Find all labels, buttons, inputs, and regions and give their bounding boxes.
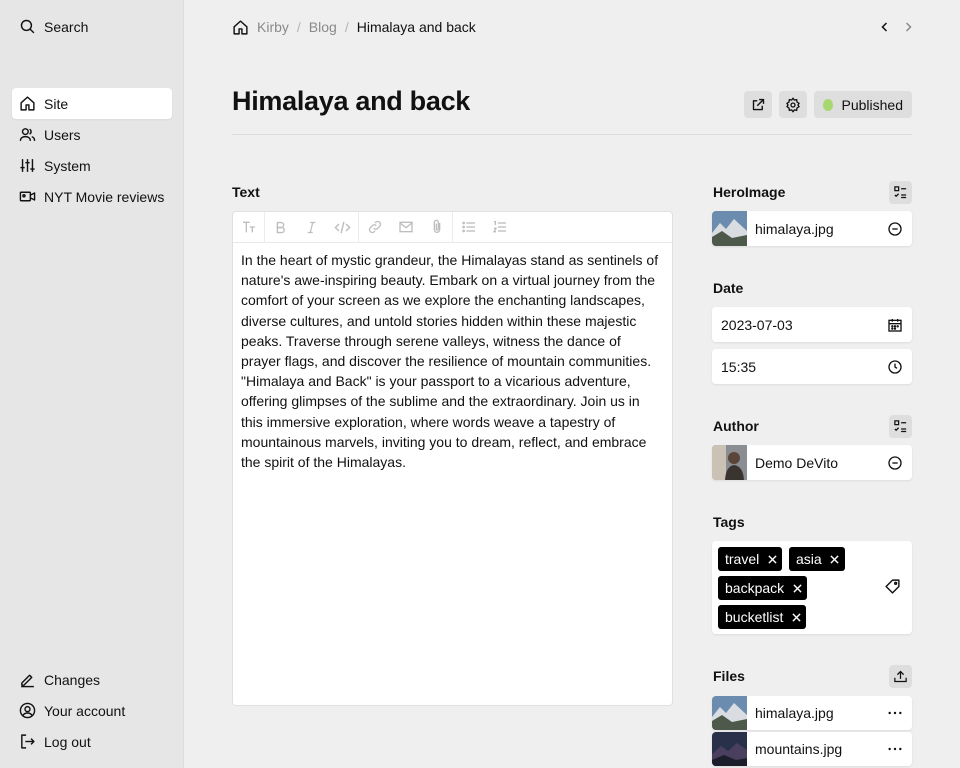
home-icon (19, 95, 36, 112)
tag-travel[interactable] (718, 547, 782, 571)
ordered-list-icon (492, 219, 508, 235)
heroimage-filename: himalaya.jpg (755, 220, 834, 237)
search-label: Search (44, 18, 89, 35)
file-options-button[interactable] (878, 732, 912, 766)
headings-button[interactable] (233, 212, 264, 243)
remove-icon (887, 221, 903, 237)
status-button[interactable] (814, 91, 912, 118)
sidebar-item-nyt-movie-reviews[interactable] (12, 181, 172, 212)
sidebar-item-system[interactable] (12, 150, 172, 181)
previous-page-button[interactable] (876, 17, 894, 37)
external-link-icon (751, 97, 766, 112)
heroimage-field-label: HeroImage (713, 184, 786, 200)
sidebar-item-label: System (44, 157, 91, 174)
users-icon (19, 126, 36, 143)
video-icon (19, 188, 36, 205)
headings-icon (241, 219, 257, 235)
editor-toolbar (233, 212, 672, 243)
pencil-icon (19, 671, 36, 688)
clock-button[interactable] (878, 350, 912, 384)
breadcrumb-separator: / (344, 19, 349, 35)
time-input[interactable] (712, 349, 912, 384)
page-title: Himalaya and back (232, 86, 471, 116)
tag-label: asia (796, 551, 822, 567)
open-preview-button[interactable] (744, 91, 772, 118)
tags-field-label: Tags (713, 514, 745, 530)
sidebar-item-label: Site (44, 95, 69, 112)
file-item[interactable] (712, 696, 912, 730)
link-icon (367, 219, 383, 235)
ordered-list-button[interactable] (484, 212, 515, 243)
author-field-label: Author (713, 418, 759, 434)
add-tag-button[interactable] (884, 578, 901, 595)
remove-tag-icon[interactable] (825, 555, 845, 564)
status-label: Published (841, 96, 903, 113)
sidebar-item-label: NYT Movie reviews (44, 188, 165, 205)
search-icon (19, 18, 36, 35)
tag-label: travel (725, 551, 760, 567)
bold-button[interactable] (265, 212, 296, 243)
chevron-left-icon (879, 21, 891, 33)
text-editor (232, 211, 673, 706)
remove-tag-icon[interactable] (786, 613, 806, 622)
more-options-icon (887, 741, 903, 757)
files-field-label: Files (713, 668, 745, 684)
checklist-icon (893, 419, 908, 434)
heroimage-select-button[interactable] (889, 181, 912, 204)
chevron-right-icon (902, 21, 914, 33)
settings-sliders-icon (19, 157, 36, 174)
breadcrumb-item-blog[interactable]: Blog (308, 19, 337, 35)
next-page-button[interactable] (899, 17, 917, 37)
tag-label: bucketlist (725, 609, 784, 625)
heroimage-item[interactable] (712, 211, 912, 246)
author-item[interactable] (712, 445, 912, 480)
breadcrumb-item-kirby[interactable]: Kirby (257, 19, 289, 35)
remove-tag-icon[interactable] (787, 584, 807, 593)
sidebar-item-your-account[interactable] (12, 695, 172, 726)
sidebar (0, 0, 184, 768)
sidebar-item-label: Log out (44, 733, 91, 750)
code-icon (334, 219, 351, 236)
date-field-label: Date (713, 280, 744, 296)
breadcrumb (232, 16, 476, 38)
email-icon (398, 219, 414, 235)
remove-tag-icon[interactable] (762, 555, 782, 564)
breadcrumb-separator: / (296, 19, 301, 35)
upload-button[interactable] (889, 665, 912, 688)
remove-author-button[interactable] (878, 446, 912, 480)
author-name: Demo DeVito (755, 454, 839, 471)
text-editor-content[interactable]: In the heart of mystic grandeur, the Himalayas stand as sentinels of nature's awe-inspiring beauty. Embark on a virtual journey from the comfort of your screen as we explore the enchanting landscapes, diverse cultures, and untold stories hidden within these majestic peaks. Traverse through serene valleys, witness the dance of prayer flags, and discover the resilience of mountain communities. "Himalaya and Back" is your passport to a vicarious adventure, offering glimpses of the sublime and the extraordinary. Join us in this immersive exploration, where words weave a tapestry of mountainous marvels, inviting you to dream, reflect, and embrace the spirit of the Himalayas. (241, 252, 659, 471)
sidebar-item-label: Your account (44, 702, 126, 719)
bullet-list-icon (461, 219, 477, 235)
date-value: 2023-07-03 (721, 316, 793, 333)
calendar-button[interactable] (878, 308, 912, 342)
date-input[interactable] (712, 307, 912, 342)
himalaya-thumbnail (712, 211, 747, 246)
remove-icon (887, 455, 903, 471)
link-button[interactable] (359, 212, 390, 243)
sidebar-item-label: Users (44, 126, 81, 143)
status-dot (823, 99, 833, 111)
italic-button[interactable] (296, 212, 327, 243)
italic-icon (304, 220, 319, 235)
checklist-icon (893, 185, 908, 200)
account-icon (19, 702, 36, 719)
author-select-button[interactable] (889, 415, 912, 438)
bullet-list-button[interactable] (453, 212, 484, 243)
header-divider (232, 134, 912, 135)
tag-asia[interactable] (789, 547, 845, 571)
tag-bucketlist[interactable] (718, 605, 806, 629)
himalaya-thumbnail (712, 696, 747, 730)
home-icon[interactable] (232, 19, 249, 36)
remove-heroimage-button[interactable] (878, 212, 912, 246)
upload-icon (893, 669, 908, 684)
logout-icon (19, 733, 36, 750)
author-avatar (712, 445, 747, 480)
attachment-icon (429, 219, 445, 235)
settings-button[interactable] (779, 91, 807, 118)
search-button[interactable] (12, 11, 172, 42)
text-field-label: Text (232, 184, 260, 200)
attachment-button[interactable] (421, 212, 452, 243)
code-button[interactable] (327, 212, 358, 243)
bold-icon (273, 220, 288, 235)
email-button[interactable] (390, 212, 421, 243)
sidebar-item-site[interactable] (12, 88, 172, 119)
sidebar-item-log-out[interactable] (12, 726, 172, 757)
tag-icon (884, 578, 901, 595)
breadcrumb-item-current[interactable]: Himalaya and back (356, 19, 476, 35)
mountains-thumbnail (712, 732, 747, 766)
sidebar-item-changes[interactable] (12, 664, 172, 695)
time-value: 15:35 (721, 358, 757, 375)
tags-input[interactable] (712, 541, 912, 634)
sidebar-item-label: Changes (44, 671, 101, 688)
calendar-icon (887, 317, 903, 333)
gear-icon (785, 97, 801, 113)
file-options-button[interactable] (878, 696, 912, 730)
file-name: mountains.jpg (755, 741, 843, 757)
tag-backpack[interactable] (718, 576, 807, 600)
tag-label: backpack (725, 580, 785, 596)
clock-icon (887, 359, 903, 375)
sidebar-item-users[interactable] (12, 119, 172, 150)
file-name: himalaya.jpg (755, 705, 834, 721)
file-item[interactable] (712, 732, 912, 766)
more-options-icon (887, 705, 903, 721)
